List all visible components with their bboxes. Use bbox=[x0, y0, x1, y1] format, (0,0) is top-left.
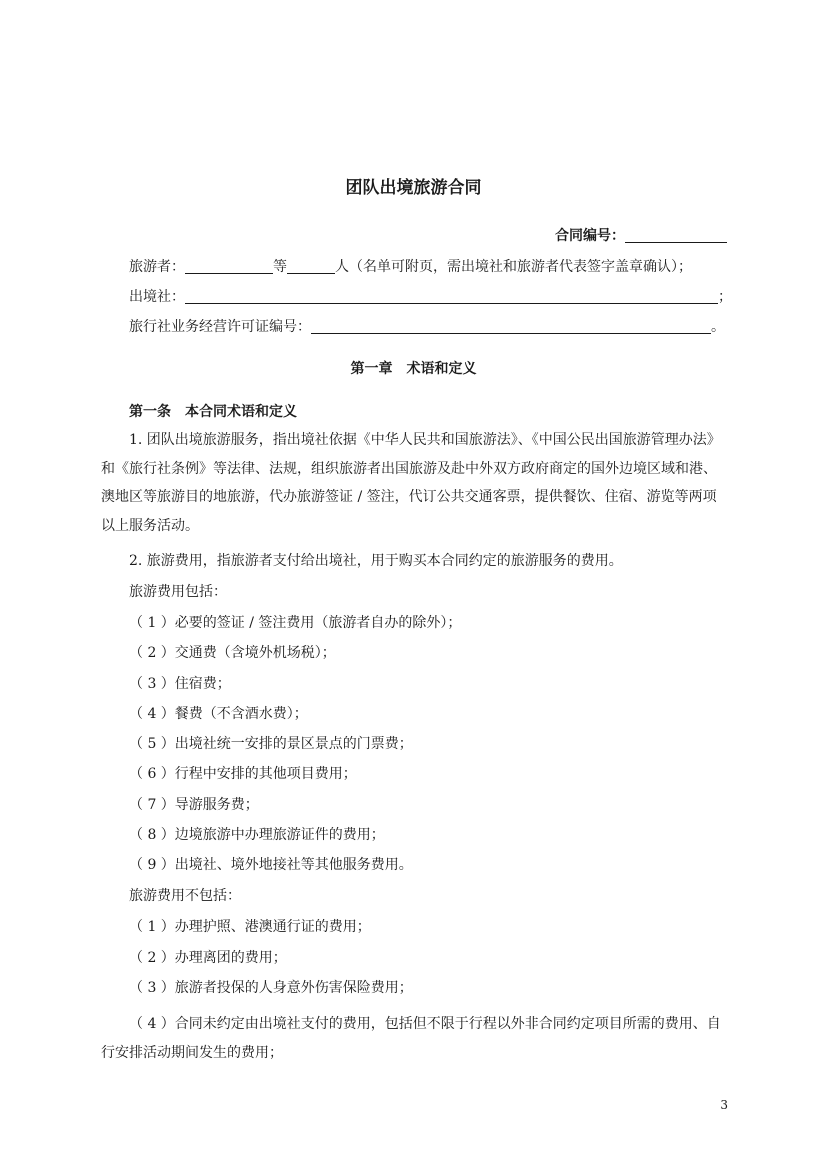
agency-line bbox=[129, 287, 732, 307]
license-blank[interactable] bbox=[311, 318, 711, 334]
page-number: 3 bbox=[720, 1098, 728, 1112]
list-item: （ 5 ）出境社统一安排的景区景点的门票费； bbox=[129, 736, 413, 753]
traveler-name-blank[interactable] bbox=[185, 258, 273, 274]
list-item: （ 2 ）办理离团的费用； bbox=[129, 949, 287, 966]
traveler-suffix: 人（名单可附页，需出境社和旅游者代表签字盖章确认）； bbox=[335, 259, 692, 275]
excludes-list bbox=[129, 917, 727, 1009]
list-item: （ 1 ）办理护照、港澳通行证的费用； bbox=[129, 919, 371, 935]
license-line bbox=[129, 317, 727, 337]
document-title: 团队出境旅游合同 bbox=[345, 178, 482, 198]
list-item: （ 7 ）导游服务费； bbox=[129, 796, 259, 813]
paragraph-2: 2. 旅游费用，指旅游者支付给出境社，用于购买本合同约定的旅游服务的费用。 bbox=[129, 553, 623, 569]
list-item: （ 9 ）出境社、境外地接社等其他服务费用。 bbox=[129, 857, 413, 874]
list-item: （ 4 ）餐费（不含酒水费）； bbox=[129, 705, 308, 722]
list-item: （ 3 ）旅游者投保的人身意外伤害保险费用； bbox=[129, 980, 413, 996]
includes-list bbox=[129, 613, 727, 886]
list-item: （ 3 ）住宿费； bbox=[129, 675, 231, 692]
traveler-line bbox=[129, 257, 727, 277]
article-title-text: 第一条 本合同术语和定义 bbox=[129, 404, 297, 420]
list-item: （ 8 ）边境旅游中办理旅游证件的费用； bbox=[129, 827, 385, 844]
exclude-item-4 bbox=[101, 1010, 727, 1067]
contract-number-blank[interactable] bbox=[625, 227, 727, 243]
traveler-label: 旅游者： bbox=[129, 259, 185, 275]
traveler-count-blank[interactable] bbox=[287, 258, 335, 274]
exclude-item-4-text: （ 4 ）合同未约定由出境社支付的费用，包括但不限于行程以外非合同约定项目所需的费用、自行安排活动期间发生的费用； bbox=[101, 1016, 721, 1061]
list-item: （ 1 ）必要的签证 / 签注费用（旅游者自办的除外）； bbox=[129, 615, 462, 631]
agency-label: 出境社： bbox=[129, 289, 185, 305]
agency-blank[interactable] bbox=[185, 288, 718, 304]
contract-number-label: 合同编号： bbox=[555, 228, 625, 244]
list-item: （ 2 ）交通费（含境外机场税）； bbox=[129, 645, 336, 662]
chapter-heading: 第一章 术语和定义 bbox=[350, 361, 477, 377]
license-end: 。 bbox=[711, 319, 725, 335]
paragraph-1-text: 1. 团队出境旅游服务，指出境社依据《中华人民共和国旅游法》、《中国公民出国旅游管理办法》和《旅行社条例》等法律、法规，组织旅游者出国旅游及赴中外双方政府商定的国外边境区域和港、澳地区等旅游目的地旅游，代办旅游签证 / 签注，代订公共交通客票，提供餐饮、住宿、游览等两项以上服务活动。 bbox=[101, 432, 721, 535]
agency-end: ； bbox=[718, 289, 732, 305]
includes-label: 旅游费用包括： bbox=[129, 584, 227, 600]
list-item: （ 6 ）行程中安排的其他项目费用； bbox=[129, 766, 357, 783]
article-title bbox=[129, 402, 727, 422]
excludes-label: 旅游费用不包括： bbox=[129, 888, 241, 904]
license-label: 旅行社业务经营许可证编号： bbox=[129, 319, 311, 335]
paragraph-1 bbox=[101, 426, 727, 541]
traveler-mid: 等 bbox=[273, 259, 287, 275]
contract-number-line bbox=[101, 226, 727, 246]
